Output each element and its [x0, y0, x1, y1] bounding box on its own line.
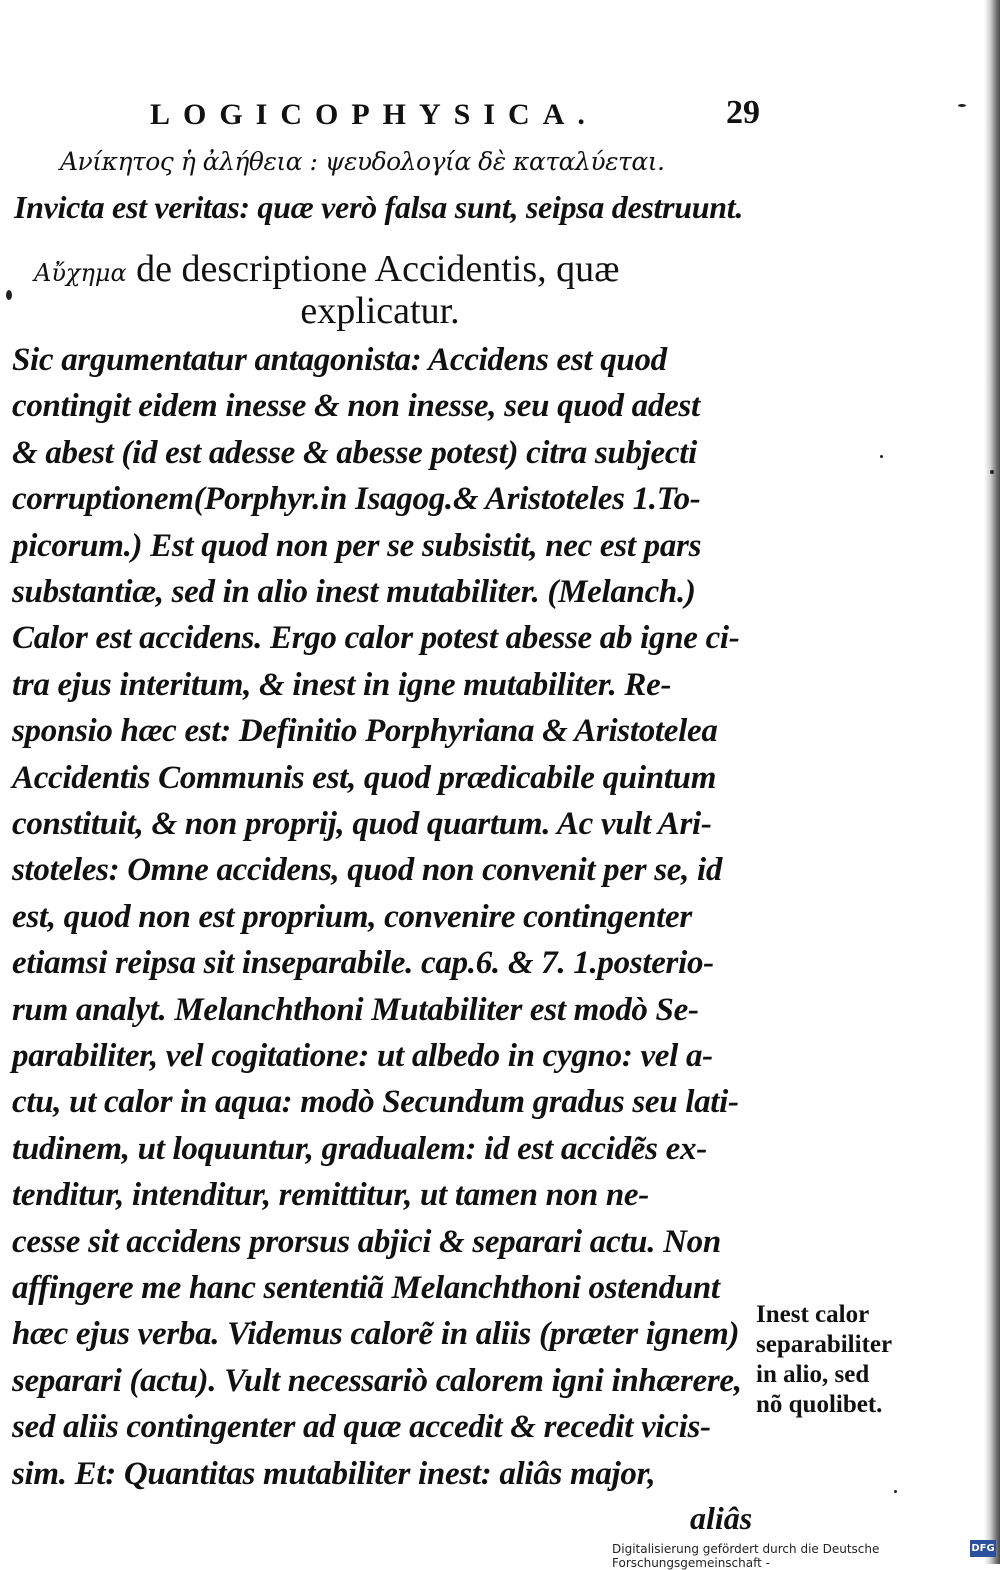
body-line: & abest (id est adesse & abesse potest) citra subjecti: [12, 434, 697, 471]
body-line: hæc ejus verba. Videmus calorẽ in aliis (præter ignem): [12, 1316, 740, 1353]
body-line: rum analyt. Melanchthoni Mutabiliter est modò Se-: [12, 991, 699, 1028]
marginal-note-line: separabiliter: [756, 1331, 893, 1358]
body-line: cesse sit accidens prorsus abjici & separari actu. Non: [12, 1223, 721, 1260]
running-title: LOGICOPHYSICA.: [150, 98, 598, 131]
body-line: affingere me hanc sententiã Melanchthoni ostendunt: [12, 1270, 720, 1306]
body-line: tudinem, ut loquuntur, gradualem: id est accidẽs ex-: [12, 1130, 707, 1167]
body-line: ctu, ut calor in aqua: modò Secundum gradus seu lati-: [12, 1084, 739, 1121]
body-line: tra ejus interitum, & inest in igne mutabiliter. Re-: [12, 666, 672, 703]
section-heading-line-2: explicatur.: [300, 290, 460, 332]
body-line: constituit, & non proprij, quod quartum. Ac vult Ari-: [12, 806, 712, 842]
body-line: parabiliter, vel cogitatione: ut albedo in cygno: vel a-: [12, 1038, 713, 1074]
body-line: substantiæ, sed in alio inest mutabiliter. (Melanch.): [12, 574, 696, 610]
body-line: Sic argumentatur antagonista: Accidens est quod: [12, 342, 667, 378]
greek-motto: Ανίκητος ἡ ἀλήθεια : ψευδολογία δὲ καταλύεται.: [60, 147, 665, 176]
body-line: Accidentis Communis est, quod prædicabile quintum: [12, 759, 717, 796]
digitization-credit: Digitalisierung gefördert durch die Deutsche Forschungsgemeinschaft -: [612, 1542, 880, 1570]
page-edge-shadow: [984, 0, 1000, 1564]
body-line: separari (actu). Vult necessariò calorem igni inhærere,: [12, 1362, 742, 1399]
marginal-note-line: nõ quolibet.: [756, 1391, 883, 1418]
page-number: 29: [726, 94, 760, 131]
body-line: sponsio hæc est: Definitio Porphyriana & Aristotelea: [12, 713, 718, 750]
ink-speck: [990, 470, 994, 474]
body-line: stoteles: Omne accidens, quod non convenit per se, id: [12, 852, 723, 889]
section-heading-text: de descriptione Accidentis, quæ: [136, 248, 620, 290]
body-line: Calor est accidens. Ergo calor potest abesse ab igne ci-: [12, 620, 740, 657]
ink-speck: [894, 1490, 897, 1493]
running-header: [150, 94, 760, 142]
ink-speck: [6, 290, 12, 300]
ink-speck: [880, 455, 883, 458]
catchword: aliâs: [690, 1500, 753, 1536]
body-line: picorum.) Est quod non per se subsistit, nec est pars: [12, 527, 702, 564]
body-line: sed aliis contingenter ad quæ accedit & recedit vicis-: [12, 1409, 711, 1446]
body-line: corruptionem(Porphyr.in Isagog.& Aristoteles 1.To-: [12, 481, 701, 518]
body-line: contingit eidem inesse & non inesse, seu quod adest: [12, 388, 700, 425]
body-line: tenditur, intenditur, remittitur, ut tamen non ne-: [12, 1177, 649, 1214]
body-line: etiamsi reipsa sit inseparabile. cap.6. & 7. 1.posterio-: [12, 945, 714, 982]
body-line: est, quod non est proprium, convenire contingenter: [12, 898, 692, 935]
marginal-note: [756, 1300, 956, 1420]
latin-motto: Invicta est veritas: quæ verò falsa sunt, seipsa destruunt.: [14, 189, 744, 225]
marginal-note-line: Inest calor: [756, 1301, 870, 1328]
marginal-note-line: in alio, sed: [756, 1361, 870, 1388]
dfg-logo: DFG: [970, 1540, 996, 1557]
section-heading-greek: Αὔχημα: [34, 259, 127, 287]
ink-speck: [958, 104, 966, 107]
body-line: sim. Et: Quantitas mutabiliter inest: aliâs major,: [12, 1455, 656, 1492]
